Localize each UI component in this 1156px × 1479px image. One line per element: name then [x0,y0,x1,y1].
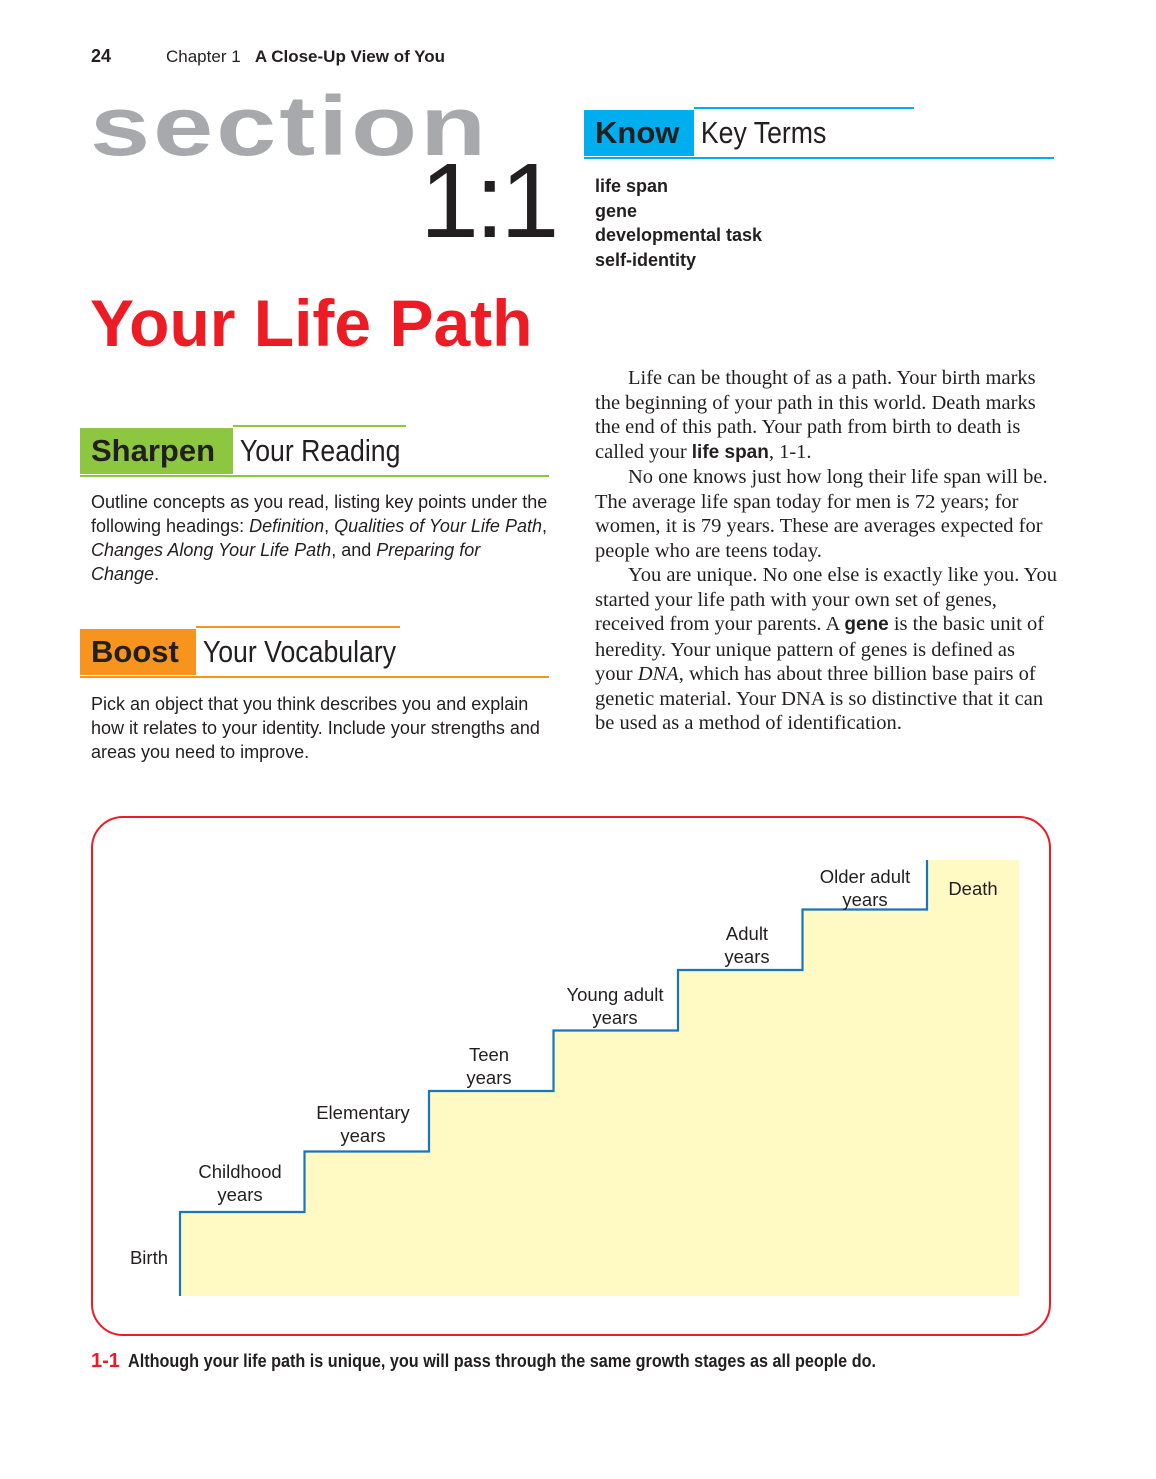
key-term: developmental task [595,225,763,245]
chapter-label: Chapter 1 [166,47,241,66]
paragraph: You are unique. No one else is exactly like you. You started your life path with your own set of genes, received from your parents. A gene is the basic unit of heredity. Your unique pattern of genes is defined as your DNA, which has about three billion base pairs of genetic material. Your DNA is so distinctive that it can be used as a method of identification. [595,564,1057,734]
section-number-right: 1 [500,142,556,260]
vocabulary-subtitle: Your Vocabulary [202,634,397,669]
figure-caption [91,1350,959,1373]
reading-subtitle: Your Reading [239,433,401,468]
page-number: 24 [91,46,112,66]
chapter-heading [166,47,445,67]
key-term: life span [595,176,669,196]
stage-label-older-adult: Older adult years [819,866,911,910]
stage-label-childhood: Childhood years [198,1161,282,1205]
stage-label-death: Death [948,878,998,899]
key-term: gene [595,200,638,221]
paragraph: No one knows just how long their life span will be. The average life span today for men is 72 years; for women, it is 79 years. These are averages expected for people who are teens today. [595,466,1048,562]
body-text [595,366,1057,736]
sharpen-reading-header [80,428,549,474]
boost-vocabulary-text: Pick an object that you think describes you and explain how it relates to your identity. Include your strengths and areas you need to improve. [91,694,540,762]
sharpen-reading-text: Outline concepts as you read, listing key points under the following headings: Definition, Qualities of Your Life Path, Changes Along Your Life Path, and Preparing for Change. [91,492,548,584]
boost-label: Boost [80,629,196,675]
header-bottom-rule [584,157,1054,159]
header-top-rule [694,107,914,109]
stage-label-adult: Adult years [724,923,770,967]
chapter-title: A Close-Up View of You [254,47,446,66]
header-bottom-rule [80,475,549,477]
boost-vocabulary-header [80,629,549,675]
header-bottom-rule [80,676,549,678]
stage-label-teen: Teen years [466,1044,512,1088]
term-gene: gene [844,614,889,635]
section-word: section [90,78,490,173]
key-term: self-identity [595,249,697,270]
key-terms-list [595,174,762,272]
page-title: Your Life Path [90,286,533,360]
header-top-rule [196,626,400,628]
term-life-span: life span [691,441,769,463]
header-top-rule [233,425,406,427]
key-terms-subtitle: Key Terms [700,115,827,150]
stage-label-elementary: Elementary years [316,1102,410,1146]
life-path-figure [91,816,1051,1336]
caption-text: Although your life path is unique, you will pass through the same growth stages as all people do. [127,1351,876,1371]
staircase-fill [180,860,1019,1296]
stage-label-birth: Birth [129,1247,169,1268]
know-label: Know [584,110,694,156]
stage-label-young-adult: Young adult years [566,984,664,1028]
paragraph: Life can be thought of as a path. Your birth marks the beginning of your path in this world. Death marks the end of this path. Your path from birth to death is called your life span, 1-1. [595,367,1036,463]
section-number [420,142,556,260]
sharpen-label: Sharpen [80,428,233,474]
section-number-left: 1: [420,142,501,260]
know-key-terms-header [584,110,1054,156]
figure-number: 1-1 [91,1350,120,1372]
